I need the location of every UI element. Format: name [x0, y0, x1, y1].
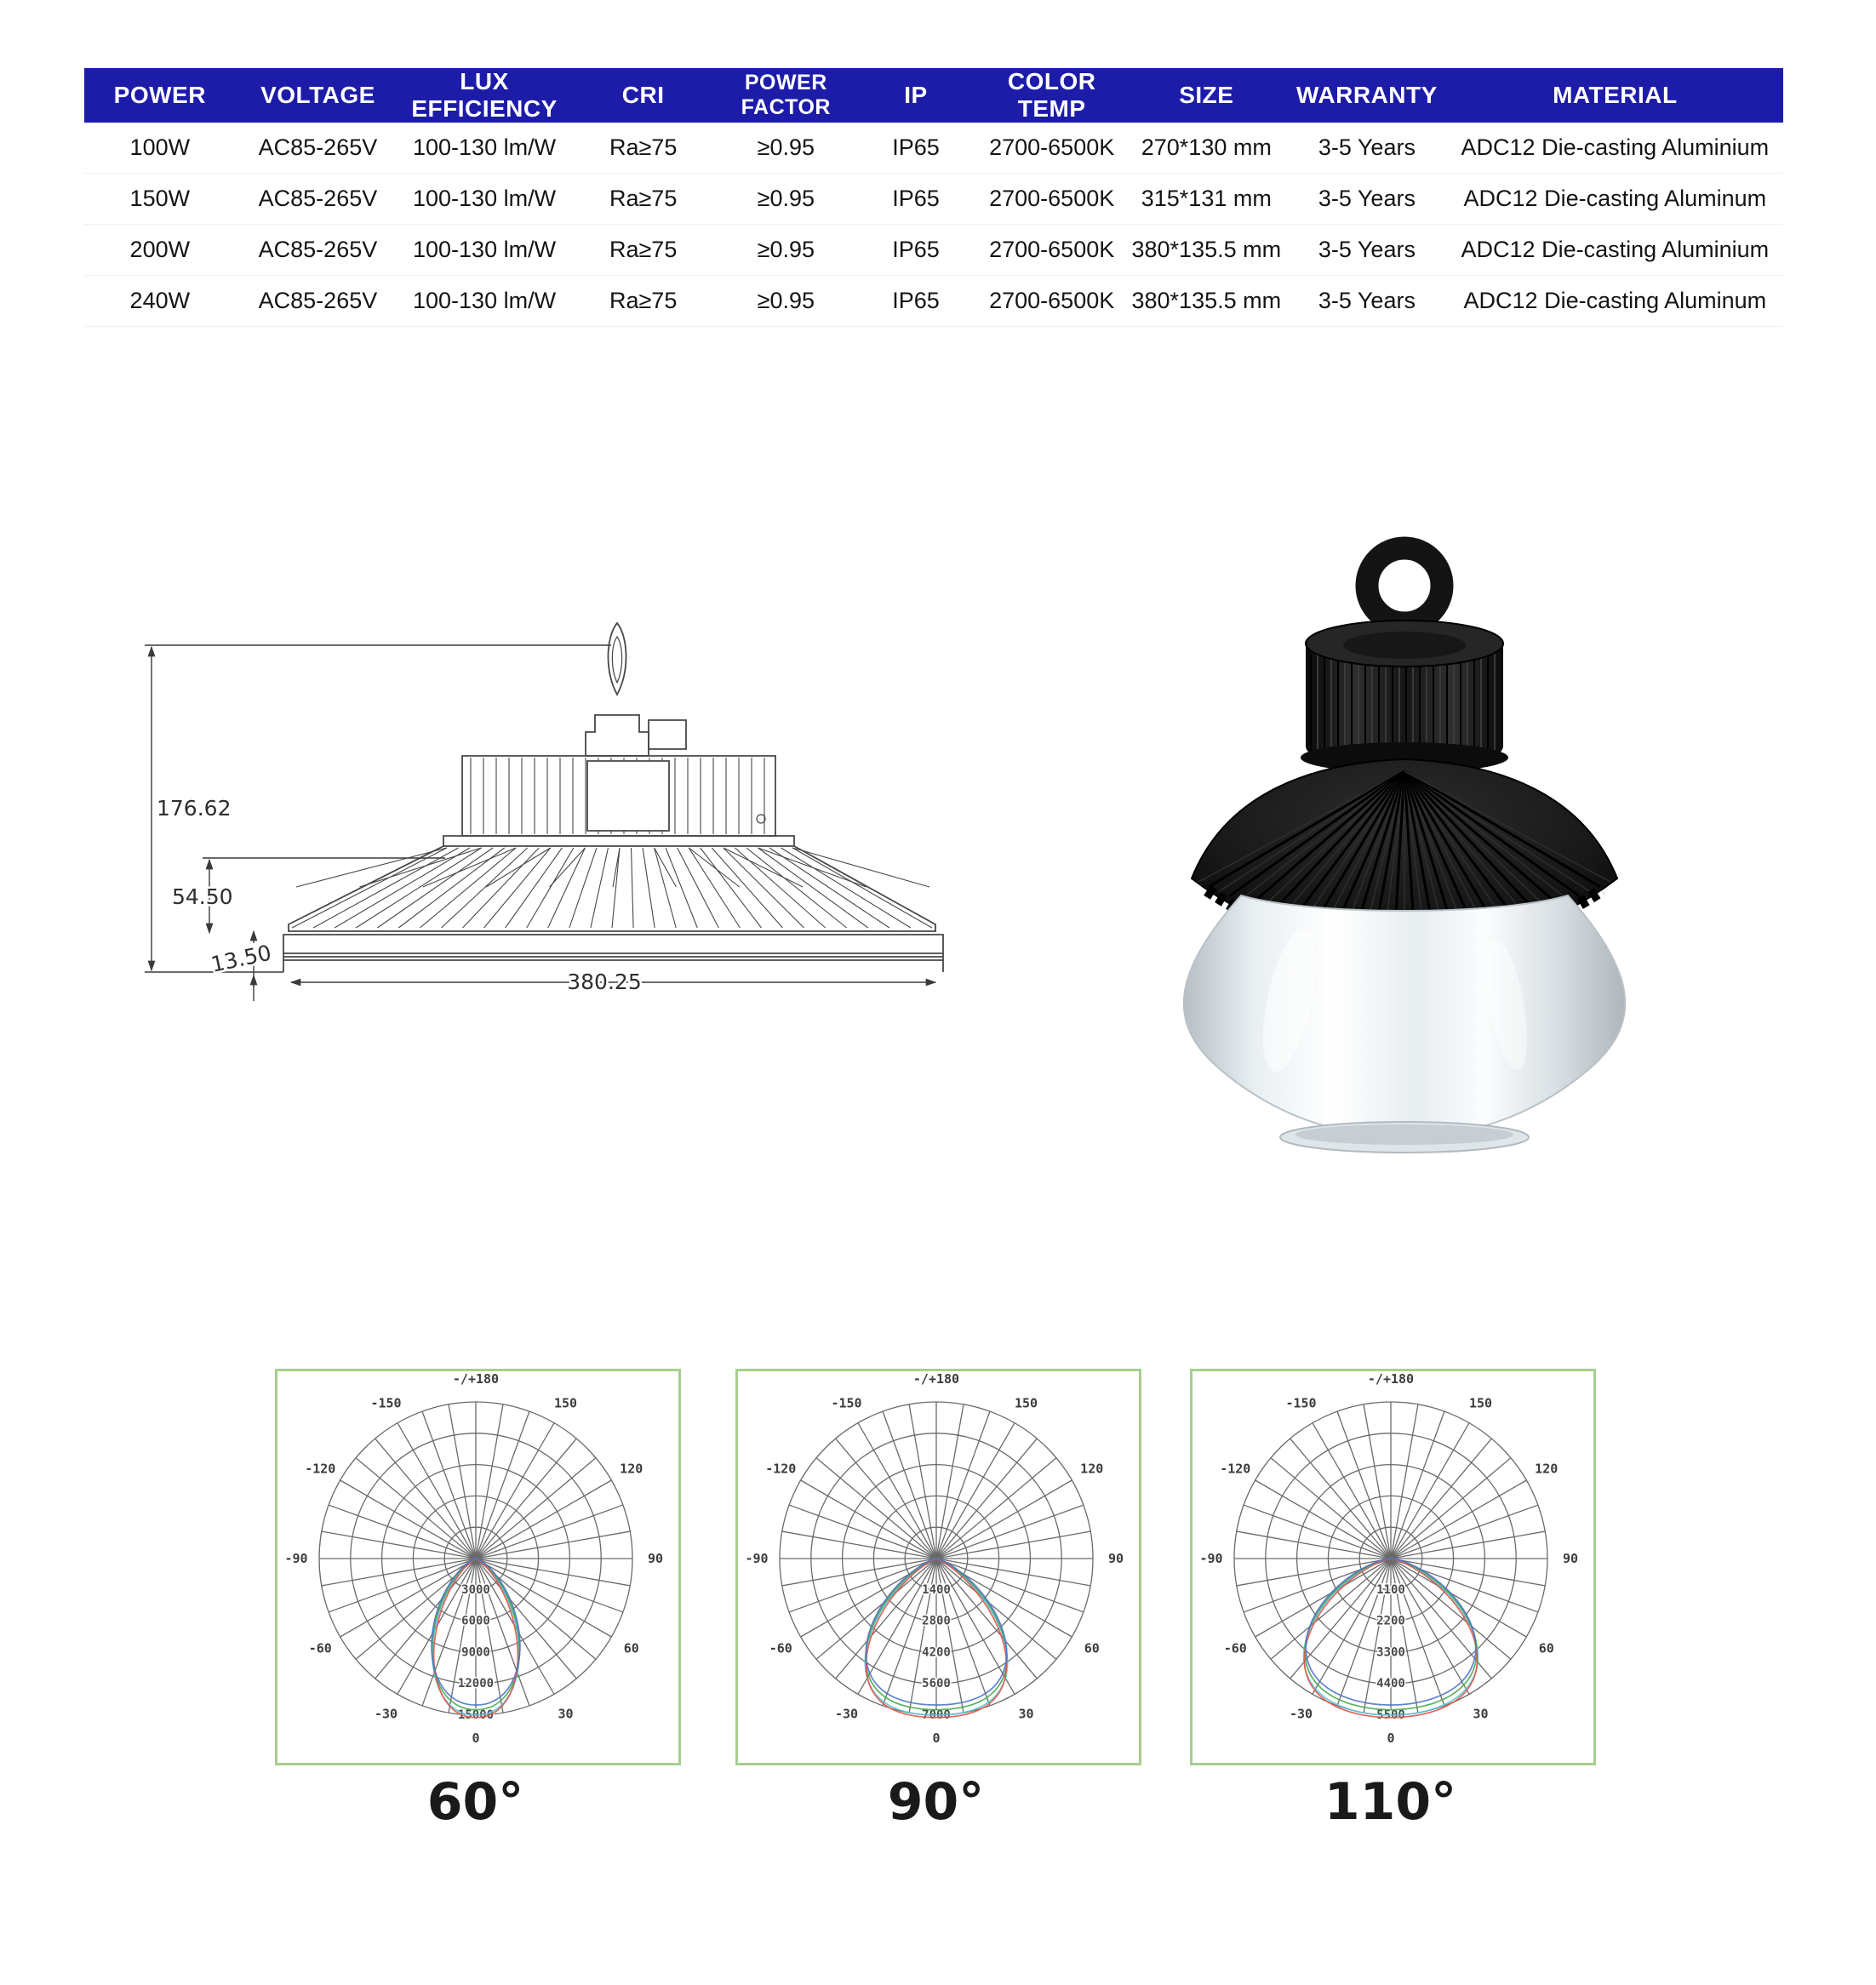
table-header-row — [84, 68, 1783, 123]
polar-angle-tick: -150 — [1285, 1395, 1317, 1411]
photometric-polar-chart-110 — [1190, 1369, 1596, 1765]
beam-angle-label: 110° — [1324, 1772, 1457, 1832]
table-cell: 3-5 Years — [1287, 225, 1447, 276]
table-cell: 380*135.5 mm — [1126, 276, 1288, 327]
table-cell: 150W — [84, 174, 236, 225]
table-cell: IP65 — [854, 123, 978, 174]
polar-angle-tick: 60 — [1084, 1640, 1100, 1656]
table-cell: ADC12 Die-casting Aluminium — [1447, 123, 1783, 174]
table-cell: ADC12 Die-casting Aluminum — [1447, 276, 1783, 327]
polar-ring-value: 3300 — [1376, 1645, 1405, 1660]
table-row — [84, 174, 1783, 225]
table-cell: Ra≥75 — [569, 276, 718, 327]
polar-angle-tick: -60 — [308, 1640, 332, 1656]
polar-ring-value: 2800 — [922, 1614, 951, 1628]
dim-overall-width: 380.25 — [567, 970, 642, 994]
table-cell: ADC12 Die-casting Aluminium — [1447, 225, 1783, 276]
polar-ring-value: 1400 — [922, 1582, 951, 1597]
polar-ring-value: 3000 — [461, 1582, 490, 1597]
beam-angle-label: 90° — [887, 1772, 985, 1832]
column-header-warranty: WARRANTY — [1287, 68, 1447, 123]
dimension-labels — [157, 796, 642, 994]
table-cell: AC85-265V — [236, 276, 401, 327]
table-row — [84, 225, 1783, 276]
table-cell: AC85-265V — [236, 123, 401, 174]
table-cell: 100-130 lm/W — [400, 225, 569, 276]
dim-overall-height: 176.62 — [157, 796, 232, 821]
polar-ring-value: 9000 — [461, 1645, 490, 1660]
spec-table — [84, 68, 1783, 327]
polar-angle-tick: 60 — [1538, 1640, 1554, 1656]
table-cell: ≥0.95 — [718, 276, 854, 327]
table-cell: 2700-6500K — [978, 174, 1126, 225]
column-header-power-factor: POWER FACTOR — [718, 68, 854, 123]
polar-angle-tick: 150 — [553, 1395, 578, 1411]
table-cell: Ra≥75 — [569, 174, 718, 225]
polar-ring-value: 2200 — [1376, 1614, 1405, 1628]
polar-angle-tick: -60 — [769, 1640, 792, 1656]
table-cell: 100W — [84, 123, 236, 174]
table-cell: 3-5 Years — [1287, 123, 1447, 174]
polar-angle-tick: -120 — [305, 1461, 336, 1477]
polar-ring-value: 4200 — [922, 1645, 951, 1660]
polar-angle-tick: -90 — [745, 1551, 769, 1566]
table-row — [84, 123, 1783, 174]
table-cell: Ra≥75 — [569, 225, 718, 276]
polar-angle-tick: -90 — [1199, 1551, 1223, 1566]
polar-ring-value: 5600 — [922, 1677, 951, 1691]
polar-angle-tick: 90 — [1562, 1551, 1579, 1566]
polar-grid — [738, 1371, 1139, 1763]
polar-angle-tick: -150 — [831, 1395, 862, 1411]
polar-angle-tick: -/+180 — [912, 1371, 960, 1387]
polar-grid — [277, 1371, 678, 1763]
column-header-material: MATERIAL — [1447, 68, 1783, 123]
polar-angle-tick: -30 — [834, 1706, 859, 1722]
polar-angle-tick: 60 — [623, 1640, 639, 1656]
table-cell: ADC12 Die-casting Aluminum — [1447, 174, 1783, 225]
technical-dimension-drawing — [128, 587, 1030, 1004]
polar-angle-tick: -/+180 — [1367, 1371, 1415, 1387]
dim-heatsink-height: 54.50 — [172, 884, 233, 909]
polar-ring-value: 12000 — [457, 1677, 495, 1691]
table-cell: 100-130 lm/W — [400, 174, 569, 225]
table-cell: ≥0.95 — [718, 174, 854, 225]
column-header-size: SIZE — [1126, 68, 1288, 123]
table-cell: AC85-265V — [236, 225, 401, 276]
polar-angle-tick: -30 — [374, 1706, 398, 1722]
column-header-voltage: VOLTAGE — [236, 68, 401, 123]
table-cell: 2700-6500K — [978, 225, 1126, 276]
polar-angle-tick: -150 — [370, 1395, 402, 1411]
table-cell: AC85-265V — [236, 174, 401, 225]
table-cell: 270*130 mm — [1126, 123, 1288, 174]
table-cell: 3-5 Years — [1287, 174, 1447, 225]
photometric-polar-chart-60 — [275, 1369, 681, 1765]
polar-angle-tick: 150 — [1468, 1395, 1493, 1411]
polar-angle-tick: -30 — [1289, 1706, 1313, 1722]
polar-ring-value: 15000 — [457, 1708, 495, 1722]
polar-ring-value: 5500 — [1376, 1708, 1405, 1722]
table-cell: 100-130 lm/W — [400, 276, 569, 327]
column-header-power: POWER — [84, 68, 236, 123]
table-cell: 3-5 Years — [1287, 276, 1447, 327]
polar-angle-tick: 90 — [1107, 1551, 1124, 1566]
table-row — [84, 276, 1783, 327]
polar-angle-tick: 120 — [1080, 1461, 1104, 1477]
spec-table-body — [84, 123, 1783, 327]
polar-angle-tick: -90 — [284, 1551, 308, 1566]
polar-angle-tick: -60 — [1223, 1640, 1247, 1656]
table-cell: IP65 — [854, 225, 978, 276]
polar-ring-value: 4400 — [1376, 1677, 1405, 1691]
polar-angle-tick: 150 — [1014, 1395, 1038, 1411]
polar-angle-tick: 0 — [1387, 1730, 1395, 1746]
polar-ring-value: 1100 — [1376, 1582, 1405, 1597]
polar-angle-tick: 0 — [472, 1730, 480, 1746]
dim-base-height: 13.50 — [209, 940, 274, 977]
polar-angle-tick: -120 — [1220, 1461, 1251, 1477]
column-header-cri: CRI — [569, 68, 718, 123]
table-cell: 200W — [84, 225, 236, 276]
table-cell: 2700-6500K — [978, 276, 1126, 327]
polar-angle-tick: 0 — [932, 1730, 941, 1746]
polar-angle-tick: -/+180 — [452, 1371, 500, 1387]
table-cell: IP65 — [854, 174, 978, 225]
polar-ring-value: 7000 — [922, 1708, 951, 1722]
table-cell: 100-130 lm/W — [400, 123, 569, 174]
table-cell: 2700-6500K — [978, 123, 1126, 174]
table-cell: 380*135.5 mm — [1126, 225, 1288, 276]
polar-angle-tick: 30 — [1018, 1706, 1034, 1722]
polar-ring-value: 6000 — [461, 1614, 490, 1628]
polar-angle-tick: 90 — [647, 1551, 664, 1566]
column-header-lux-efficiency: LUX EFFICIENCY — [400, 68, 569, 123]
photo-reflector-bowl — [1184, 895, 1625, 1153]
table-cell: 315*131 mm — [1126, 174, 1288, 225]
spec-table-header — [84, 68, 1783, 123]
column-header-color-temp: COLOR TEMP — [978, 68, 1126, 123]
polar-grid — [1193, 1371, 1593, 1763]
photo-driver-housing — [1301, 621, 1508, 773]
polar-angle-tick: 120 — [1535, 1461, 1559, 1477]
polar-angle-tick: -120 — [765, 1461, 797, 1477]
table-cell: ≥0.95 — [718, 123, 854, 174]
fixture-outline — [283, 623, 943, 972]
beam-angle-label: 60° — [426, 1772, 524, 1832]
table-cell: Ra≥75 — [569, 123, 718, 174]
table-cell: ≥0.95 — [718, 225, 854, 276]
polar-angle-tick: 120 — [620, 1461, 643, 1477]
polar-angle-tick: 30 — [558, 1706, 574, 1722]
column-header-ip: IP — [854, 68, 978, 123]
table-cell: IP65 — [854, 276, 978, 327]
polar-angle-tick: 30 — [1473, 1706, 1489, 1722]
product-photo-ufo-highbay — [1141, 511, 1787, 1175]
table-cell: 240W — [84, 276, 236, 327]
photometric-polar-chart-90 — [735, 1369, 1141, 1765]
